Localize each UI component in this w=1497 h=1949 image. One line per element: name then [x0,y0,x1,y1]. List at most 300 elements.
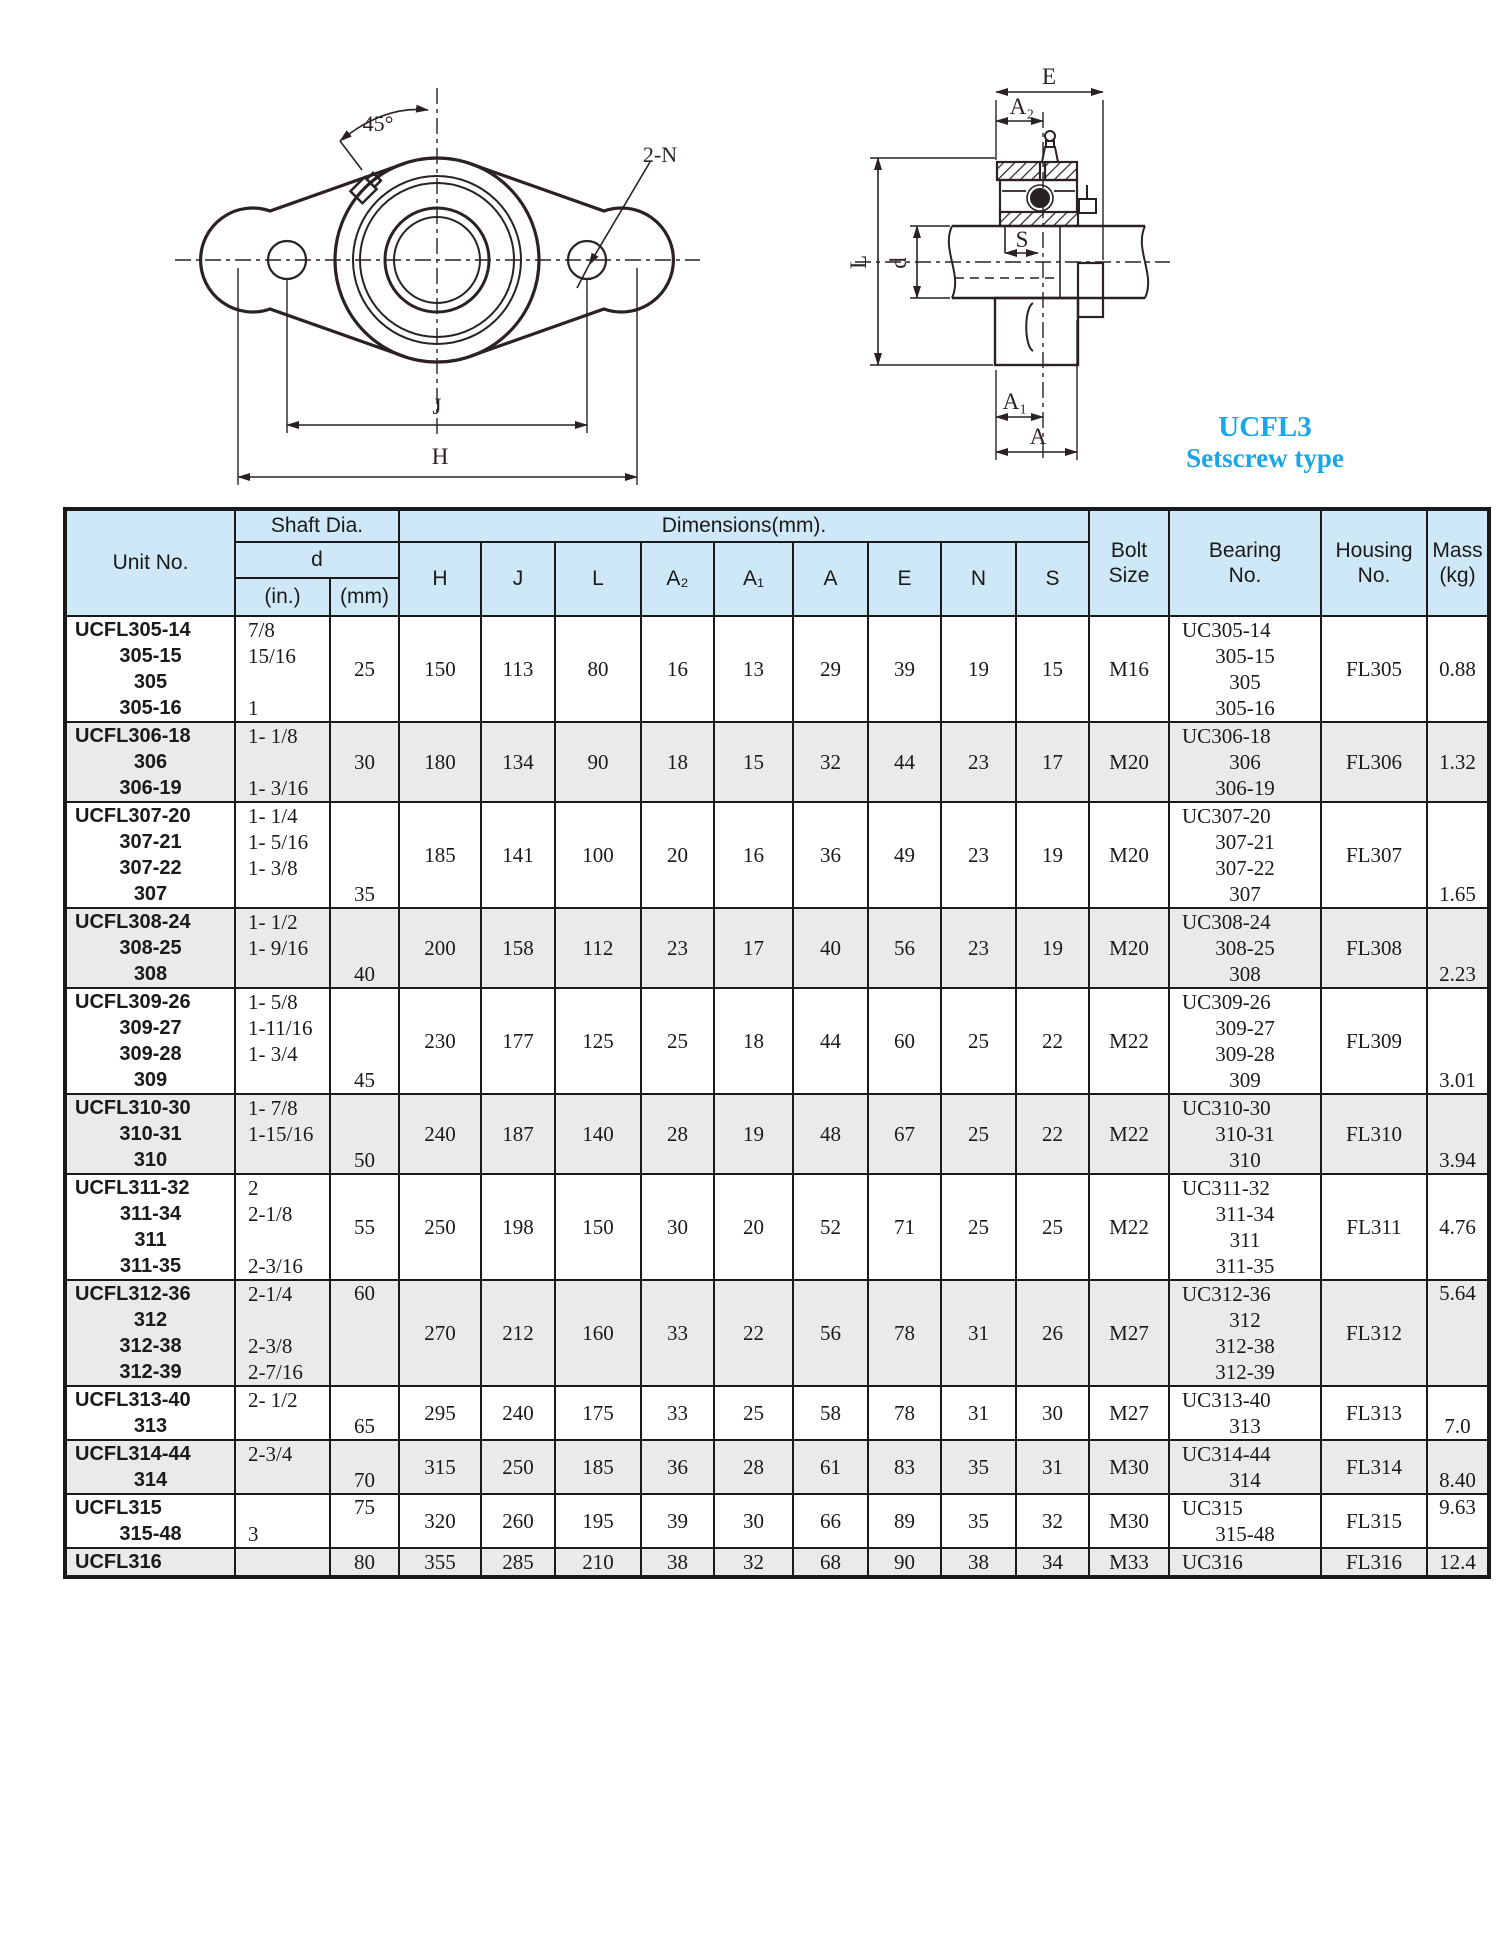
cell-bearing-no [1169,1440,1321,1494]
cell-dim-5: 36 [793,802,868,908]
cell-shaft-in-line: 2-3/4 [248,1442,293,1466]
cell-dim-0: 180 [399,722,481,802]
cell-bolt-size: M22 [1089,988,1169,1094]
series-heading [1120,412,1410,474]
cell-bolt-size: M20 [1089,802,1169,908]
cell-dim-2: 160 [555,1280,641,1386]
cell-shaft-in-line: 2-7/16 [248,1360,303,1384]
cell-bearing-no [1169,616,1321,722]
cell-dim-1: 260 [481,1494,555,1548]
cell-dim-1: 141 [481,802,555,908]
cell-dim-3: 30 [641,1174,714,1280]
cell-shaft-in-line: 1- 3/16 [248,776,309,800]
dim-label-s: S [1015,227,1029,252]
cell-bearing-no-line: 311-34 [1215,1202,1275,1226]
cell-dim-0: 230 [399,988,481,1094]
cell-dim-4: 17 [714,908,793,988]
cell-bearing-no [1169,1174,1321,1280]
cell-dim-8: 31 [1016,1440,1089,1494]
cell-dim-7: 31 [941,1280,1016,1386]
cell-bearing-no [1169,1280,1321,1386]
cell-dim-6: 44 [868,722,941,802]
cell-dim-7: 25 [941,1174,1016,1280]
cell-unit-no-line: 312-38 [119,1335,182,1357]
cell-housing-no: FL309 [1321,988,1427,1094]
cell-shaft-in-line [236,669,329,695]
cell-dim-5: 58 [793,1386,868,1440]
cell-dim-4: 30 [714,1494,793,1548]
col-header-housing-no-line2: No. [1357,564,1391,587]
cell-bearing-no-line: 312-38 [1215,1334,1275,1358]
table-row [65,802,1489,908]
cell-dim-7: 19 [941,616,1016,722]
dim-label-a: A [1029,424,1047,449]
cell-shaft-in-line: 1-11/16 [248,1016,313,1040]
bearing-ball [1031,189,1049,207]
cell-housing-no: FL307 [1321,802,1427,908]
cell-dim-7: 35 [941,1494,1016,1548]
cell-shaft-in [235,722,330,802]
cell-bearing-no-line: UC312-36 [1182,1282,1271,1306]
cell-dim-5: 48 [793,1094,868,1174]
cell-shaft-in [235,908,330,988]
table-row [65,1094,1489,1174]
cell-unit-no [65,1386,235,1440]
cell-housing-no: FL311 [1321,1174,1427,1280]
cell-bearing-no-line: 310-31 [1215,1122,1275,1146]
cell-shaft-in-line: 1- 1/4 [248,804,298,828]
cell-shaft-in [235,1174,330,1280]
cell-shaft-mm: 35 [330,802,399,908]
series-name: UCFL3 [1218,411,1312,443]
cell-bearing-no-line: 312-39 [1215,1360,1275,1384]
cell-unit-no-line: 312 [133,1309,168,1331]
cell-dim-0: 200 [399,908,481,988]
cell-bearing-no-line: 308 [1229,962,1261,986]
cell-unit-no-line: 305-16 [119,697,182,719]
col-header-bolt-size-line1: Bolt [1110,539,1148,562]
col-header-housing-no [1321,509,1427,616]
cell-unit-no-line: 310-31 [119,1123,182,1145]
cell-unit-no-line: 310 [133,1149,168,1171]
cell-bearing-no-line: 305-15 [1215,644,1275,668]
cell-bearing-no [1169,802,1321,908]
cell-bearing-no-line: UC307-20 [1182,804,1271,828]
cell-dim-3: 25 [641,988,714,1094]
cell-dim-7: 31 [941,1386,1016,1440]
cell-unit-no-line: 309 [133,1069,168,1091]
cell-housing-no: FL314 [1321,1440,1427,1494]
dim-label-h: H [431,444,449,469]
cell-dim-3: 20 [641,802,714,908]
cell-shaft-in [235,1548,330,1577]
cell-shaft-in-line [236,1495,329,1521]
cell-dim-6: 49 [868,802,941,908]
cell-dim-6: 39 [868,616,941,722]
cell-shaft-in-line: 1- 5/8 [248,990,298,1014]
cell-shaft-in [235,802,330,908]
table-row [65,988,1489,1094]
table-row [65,1548,1489,1577]
cell-bolt-size: M30 [1089,1440,1169,1494]
cell-bearing-no-line: 309-27 [1215,1016,1275,1040]
cell-shaft-in-line: 1- 1/2 [248,910,298,934]
cell-dim-5: 40 [793,908,868,988]
cell-dim-0: 185 [399,802,481,908]
dim-label-a1: A₁ [1002,389,1028,414]
cell-dim-8: 30 [1016,1386,1089,1440]
cell-dim-0: 295 [399,1386,481,1440]
cell-dim-2: 185 [555,1440,641,1494]
angle-label: 45° [362,111,394,136]
cell-dim-1: 198 [481,1174,555,1280]
cell-bolt-size: M27 [1089,1280,1169,1386]
cell-dim-3: 38 [641,1548,714,1577]
cell-dim-3: 36 [641,1440,714,1494]
table-row [65,908,1489,988]
cell-bearing-no-line: 310 [1229,1148,1261,1172]
cell-dim-3: 33 [641,1386,714,1440]
cell-unit-no-line: UCFL313-40 [75,1389,191,1411]
cell-unit-no [65,1280,235,1386]
cell-shaft-in [235,1094,330,1174]
cell-shaft-in-line: 1- 1/8 [248,724,298,748]
cell-shaft-in-line: 2-1/4 [248,1282,293,1306]
cell-shaft-in [235,1494,330,1548]
cell-dim-0: 150 [399,616,481,722]
cell-unit-no [65,1548,235,1577]
cell-dim-0: 315 [399,1440,481,1494]
cell-unit-no-line: 312-39 [119,1361,182,1383]
cell-dim-2: 140 [555,1094,641,1174]
cell-shaft-in-line: 1 [248,696,259,720]
cell-unit-no [65,988,235,1094]
cell-bearing-no-line: 311-35 [1215,1254,1275,1278]
cell-bearing-no-line: 307-22 [1215,856,1275,880]
col-header-dim-s: S [1016,542,1089,616]
cell-mass: 9.63 [1427,1494,1489,1548]
cell-bolt-size: M20 [1089,722,1169,802]
cell-bearing-no-line: 311 [1229,1228,1261,1252]
cell-unit-no-line: UCFL306-18 [75,725,191,747]
cell-bearing-no-line: 312 [1229,1308,1261,1332]
cell-shaft-in-line: 1- 5/16 [248,830,309,854]
dim-label-j: J [432,394,442,419]
cell-bearing-no-line: UC306-18 [1182,724,1271,748]
cell-dim-2: 112 [555,908,641,988]
cell-shaft-mm: 50 [330,1094,399,1174]
cell-shaft-in [235,616,330,722]
cell-mass: 7.0 [1427,1386,1489,1440]
cell-bolt-size: M16 [1089,616,1169,722]
cell-unit-no-line: UCFL308-24 [75,911,191,933]
col-header-dim-a1: A₁ [714,542,793,616]
cell-dim-8: 34 [1016,1548,1089,1577]
cell-dim-5: 29 [793,616,868,722]
cell-shaft-in-line: 1- 9/16 [248,936,309,960]
cell-housing-no: FL313 [1321,1386,1427,1440]
col-header-dim-j: J [481,542,555,616]
dim-label-e: E [1041,64,1057,89]
cell-mass: 1.32 [1427,722,1489,802]
col-header-bolt-size-line2: Size [1108,564,1150,587]
cell-bearing-no-line: UC310-30 [1182,1096,1271,1120]
cell-dim-6: 83 [868,1440,941,1494]
cell-mass: 8.40 [1427,1440,1489,1494]
cell-dim-1: 113 [481,616,555,722]
cell-dim-4: 13 [714,616,793,722]
flange-front-view [175,88,700,485]
cell-mass: 5.64 [1427,1280,1489,1386]
cell-bearing-no-line: 305 [1229,670,1261,694]
col-header-dim-a2: A₂ [641,542,714,616]
cell-dim-8: 26 [1016,1280,1089,1386]
cell-shaft-in-line [236,1227,329,1253]
cell-bearing-no-line: UC313-40 [1182,1388,1271,1412]
cell-unit-no-line: UCFL312-36 [75,1283,191,1305]
cell-unit-no-line: UCFL315 [75,1497,162,1519]
col-header-housing-no-line1: Housing [1335,539,1413,562]
cell-bolt-size: M22 [1089,1094,1169,1174]
cell-shaft-mm: 70 [330,1440,399,1494]
cell-bearing-no-line: 308-25 [1215,936,1275,960]
cell-unit-no-line: 308-25 [119,937,182,959]
cell-dim-7: 23 [941,802,1016,908]
cell-dim-8: 25 [1016,1174,1089,1280]
cell-shaft-in-line: 3 [248,1522,259,1546]
cell-dim-6: 71 [868,1174,941,1280]
cell-bolt-size: M30 [1089,1494,1169,1548]
table-row [65,1386,1489,1440]
cell-dim-8: 19 [1016,908,1089,988]
col-header-dim-a: A [793,542,868,616]
dim-label-a2: A₂ [1009,94,1035,119]
cell-bolt-size: M20 [1089,908,1169,988]
cell-shaft-in-line: 1- 3/4 [248,1042,298,1066]
cell-shaft-in [235,1280,330,1386]
cell-mass: 12.4 [1427,1548,1489,1577]
cell-dim-7: 23 [941,908,1016,988]
cell-dim-6: 60 [868,988,941,1094]
dimension-table [63,507,1491,1579]
cell-dim-3: 23 [641,908,714,988]
cell-dim-2: 195 [555,1494,641,1548]
cell-dim-4: 32 [714,1548,793,1577]
cell-unit-no-line: 315-48 [119,1523,182,1545]
cell-bearing-no-line: 309 [1229,1068,1261,1092]
cell-dim-0: 250 [399,1174,481,1280]
cell-housing-no: FL308 [1321,908,1427,988]
cell-unit-no-line: UCFL310-30 [75,1097,191,1119]
cell-bearing-no-line: 306 [1229,750,1261,774]
cell-shaft-mm: 60 [330,1280,399,1386]
cell-dim-2: 90 [555,722,641,802]
cell-bearing-no [1169,1094,1321,1174]
cell-shaft-in [235,1386,330,1440]
cell-dim-2: 125 [555,988,641,1094]
cell-shaft-mm: 80 [330,1548,399,1577]
cell-dim-2: 80 [555,616,641,722]
cell-dim-3: 16 [641,616,714,722]
cell-dim-7: 25 [941,988,1016,1094]
cell-dim-8: 32 [1016,1494,1089,1548]
cell-dim-6: 89 [868,1494,941,1548]
cell-shaft-mm: 55 [330,1174,399,1280]
cell-dim-6: 56 [868,908,941,988]
grease-nipple-icon [1042,131,1058,162]
cell-unit-no-line: 305-15 [119,645,182,667]
cell-dim-4: 25 [714,1386,793,1440]
dim-label-d: d [886,257,911,269]
cell-dim-6: 90 [868,1548,941,1577]
cell-bearing-no [1169,1548,1321,1577]
cell-shaft-in [235,1440,330,1494]
cell-dim-6: 67 [868,1094,941,1174]
cell-shaft-mm: 65 [330,1386,399,1440]
col-header-dimensions: Dimensions(mm). [399,509,1089,542]
cell-mass: 3.01 [1427,988,1489,1094]
series-type: Setscrew type [1186,443,1344,473]
cell-mass: 0.88 [1427,616,1489,722]
cell-bearing-no-line: UC305-14 [1182,618,1271,642]
cell-dim-0: 320 [399,1494,481,1548]
cell-dim-8: 15 [1016,616,1089,722]
cell-dim-7: 25 [941,1094,1016,1174]
col-header-bearing-no [1169,509,1321,616]
col-header-mass [1427,509,1489,616]
cell-dim-0: 355 [399,1548,481,1577]
cell-bearing-no-line: 305-16 [1215,696,1275,720]
table-row [65,1494,1489,1548]
cell-dim-2: 100 [555,802,641,908]
cell-shaft-in-line: 2 [248,1176,259,1200]
cell-housing-no: FL305 [1321,616,1427,722]
cell-unit-no-line: UCFL307-20 [75,805,191,827]
cell-dim-5: 61 [793,1440,868,1494]
col-header-dim-l: L [555,542,641,616]
cell-housing-no: FL315 [1321,1494,1427,1548]
cell-housing-no: FL316 [1321,1548,1427,1577]
cell-dim-5: 56 [793,1280,868,1386]
cell-shaft-in-line: 1- 3/8 [248,856,298,880]
cell-unit-no [65,908,235,988]
cell-unit-no-line: UCFL305-14 [75,619,191,641]
cell-unit-no [65,1094,235,1174]
cell-dim-4: 16 [714,802,793,908]
cell-shaft-in-line: 1-15/16 [248,1122,314,1146]
cell-bearing-no-line: UC309-26 [1182,990,1271,1014]
cell-dim-8: 17 [1016,722,1089,802]
cell-bolt-size: M27 [1089,1386,1169,1440]
col-header-dim-h: H [399,542,481,616]
cell-dim-0: 240 [399,1094,481,1174]
cell-unit-no-line: 307 [133,883,168,905]
table-row [65,616,1489,722]
table-row [65,722,1489,802]
cell-dim-1: 240 [481,1386,555,1440]
col-header-bolt-size [1089,509,1169,616]
cell-unit-no [65,722,235,802]
cell-bearing-no-line: 309-28 [1215,1042,1275,1066]
cell-shaft-mm: 40 [330,908,399,988]
cell-unit-no-line: 308 [133,963,168,985]
cell-dim-4: 15 [714,722,793,802]
cell-unit-no [65,1494,235,1548]
cell-shaft-in-line: 1- 7/8 [248,1096,298,1120]
bolt-count-label: 2-N [642,142,678,167]
cell-bearing-no-line: 307-21 [1215,830,1275,854]
cell-bearing-no-line: 307 [1229,882,1261,906]
cell-bolt-size: M33 [1089,1548,1169,1577]
cell-dim-5: 68 [793,1548,868,1577]
cell-unit-no [65,1174,235,1280]
cell-dim-1: 158 [481,908,555,988]
col-header-mm: (mm) [330,578,399,616]
cell-housing-no: FL312 [1321,1280,1427,1386]
cell-shaft-in-line [236,749,329,775]
cell-dim-0: 270 [399,1280,481,1386]
cell-dim-1: 177 [481,988,555,1094]
cell-dim-5: 52 [793,1174,868,1280]
cell-bearing-no-line: UC314-44 [1182,1442,1271,1466]
cell-housing-no: FL306 [1321,722,1427,802]
cell-unit-no-line: 306 [133,751,168,773]
table-row [65,1280,1489,1386]
table-row [65,1174,1489,1280]
cell-bearing-no-line: 306-19 [1215,776,1275,800]
cell-unit-no-line: 311-34 [119,1203,182,1225]
col-header-mass-line1: Mass [1432,539,1483,562]
cell-dim-6: 78 [868,1280,941,1386]
cell-dim-5: 44 [793,988,868,1094]
cell-mass: 2.23 [1427,908,1489,988]
col-header-unit-no: Unit No. [65,509,235,616]
cell-unit-no-line: 305 [133,671,168,693]
col-header-dim-n: N [941,542,1016,616]
cell-unit-no-line: 311-35 [119,1255,182,1277]
cell-dim-1: 134 [481,722,555,802]
cell-shaft-in-line: 7/8 [248,618,275,642]
cell-unit-no-line: UCFL316 [75,1551,162,1573]
cell-dim-2: 150 [555,1174,641,1280]
cell-dim-8: 22 [1016,988,1089,1094]
cell-shaft-in-line: 2-3/16 [248,1254,303,1278]
cell-dim-1: 250 [481,1440,555,1494]
cell-bolt-size: M22 [1089,1174,1169,1280]
table-body [65,616,1489,1577]
cell-unit-no [65,616,235,722]
cell-dim-2: 210 [555,1548,641,1577]
cell-dim-1: 285 [481,1548,555,1577]
cell-shaft-in [235,988,330,1094]
cell-shaft-in-line: 2-3/8 [248,1334,293,1358]
table-row [65,1440,1489,1494]
cell-dim-2: 175 [555,1386,641,1440]
cell-unit-no-line: 307-22 [119,857,182,879]
cell-housing-no: FL310 [1321,1094,1427,1174]
cell-shaft-mm: 30 [330,722,399,802]
col-header-bearing-no-line2: No. [1228,564,1262,587]
dim-label-l: L [846,254,871,270]
cell-unit-no-line: 306-19 [119,777,182,799]
cell-dim-1: 212 [481,1280,555,1386]
cell-unit-no [65,1440,235,1494]
cell-unit-no-line: 309-28 [119,1043,182,1065]
cell-dim-5: 32 [793,722,868,802]
cell-dim-7: 35 [941,1440,1016,1494]
cell-bearing-no [1169,988,1321,1094]
col-header-d: d [235,542,399,578]
